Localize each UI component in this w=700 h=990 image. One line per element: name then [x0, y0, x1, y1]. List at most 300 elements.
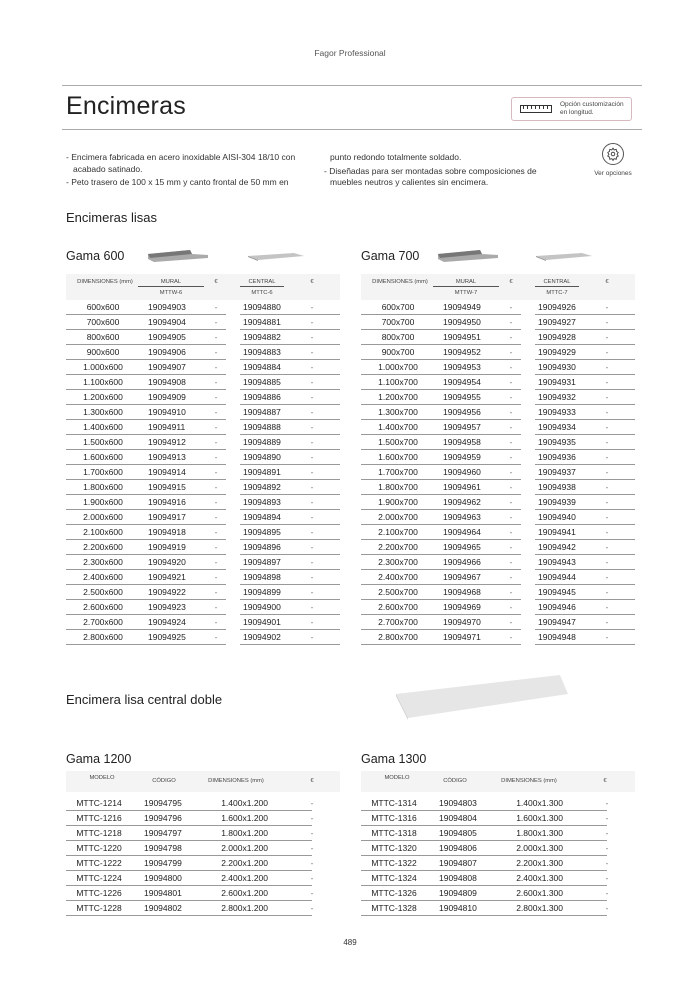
- table-row: [66, 360, 340, 375]
- section-title-lisas: Encimeras lisas: [66, 210, 158, 225]
- table-cell: 1.400x600: [83, 422, 123, 432]
- table-row: [361, 390, 635, 405]
- desc-line: - Diseñadas para ser montadas sobre composiciones de: [324, 165, 537, 176]
- table-cell: 700x700: [381, 317, 415, 327]
- table-row: [361, 420, 635, 435]
- table-cell: 600x600: [86, 302, 120, 312]
- table-cell: -: [509, 602, 513, 612]
- table-row: [66, 330, 340, 345]
- mural-worktop-image: [148, 250, 208, 262]
- table-cell: 1.800x1.300: [516, 828, 563, 838]
- options-label: Ver opciones: [594, 170, 632, 177]
- table-row: [66, 420, 340, 435]
- row-divider: [361, 915, 607, 916]
- table-cell: 19094955: [443, 392, 481, 402]
- table-cell: 19094946: [538, 602, 576, 612]
- table-cell: MTTC-1324: [371, 873, 417, 883]
- table-cell: 19094915: [148, 482, 186, 492]
- table-cell: 1.400x1.200: [221, 798, 268, 808]
- table-row: [361, 375, 635, 390]
- table-row: [361, 570, 635, 585]
- col-dimensions: DIMENSIONES (mm): [208, 778, 264, 784]
- table-cell: -: [310, 858, 314, 868]
- table-cell: -: [214, 602, 218, 612]
- table-cell: 19094885: [243, 377, 281, 387]
- table-cell: 1.900x700: [378, 497, 418, 507]
- table-row: [66, 630, 340, 645]
- divider: [62, 129, 642, 130]
- table-cell: 19094897: [243, 557, 281, 567]
- table-cell: 19094938: [538, 482, 576, 492]
- table-cell: 1.300x700: [378, 407, 418, 417]
- table-cell: MTTC-1318: [371, 828, 417, 838]
- table-cell: 19094898: [243, 572, 281, 582]
- table-cell: 19094883: [243, 347, 281, 357]
- table-cell: -: [605, 437, 609, 447]
- table-cell: MTTC-1326: [371, 888, 417, 898]
- table-cell: 19094930: [538, 362, 576, 372]
- table-cell: 2.200x700: [378, 542, 418, 552]
- table-cell: -: [214, 377, 218, 387]
- table-cell: MTTC-1328: [371, 903, 417, 913]
- table-cell: 2.800x600: [83, 632, 123, 642]
- table-cell: 19094960: [443, 467, 481, 477]
- table-cell: 800x600: [86, 332, 120, 342]
- table-cell: 19094917: [148, 512, 186, 522]
- row-divider: [535, 644, 635, 645]
- table-row: [66, 540, 340, 555]
- table-cell: 19094903: [148, 302, 186, 312]
- table-row: [361, 555, 635, 570]
- table-cell: -: [310, 587, 314, 597]
- table-cell: -: [509, 542, 513, 552]
- table-cell: 1.000x700: [378, 362, 418, 372]
- table-header: [66, 274, 340, 300]
- table-cell: 2.400x1.200: [221, 873, 268, 883]
- table-cell: MTTC-1320: [371, 843, 417, 853]
- table-cell: 2.600x700: [378, 602, 418, 612]
- table-cell: 19094801: [144, 888, 182, 898]
- col-central-model: MTTC-7: [546, 290, 568, 296]
- table-cell: 19094902: [243, 632, 281, 642]
- table-cell: 2.200x1.300: [516, 858, 563, 868]
- table-cell: -: [310, 407, 314, 417]
- table-cell: -: [214, 452, 218, 462]
- table-cell: MTTC-1224: [76, 873, 122, 883]
- table-cell: 19094881: [243, 317, 281, 327]
- table-cell: 1.200x700: [378, 392, 418, 402]
- table-cell: -: [509, 407, 513, 417]
- gama-1200-table: [66, 771, 340, 916]
- table-cell: -: [214, 542, 218, 552]
- table-cell: -: [214, 527, 218, 537]
- table-cell: -: [509, 482, 513, 492]
- table-row: [361, 360, 635, 375]
- table-cell: 19094965: [443, 542, 481, 552]
- table-cell: 19094939: [538, 497, 576, 507]
- table-cell: 19094929: [538, 347, 576, 357]
- table-row: [361, 300, 635, 315]
- table-cell: 19094899: [243, 587, 281, 597]
- options-button[interactable]: [588, 143, 638, 177]
- row-divider: [361, 644, 521, 645]
- table-cell: 19094907: [148, 362, 186, 372]
- table-cell: 2.700x600: [83, 617, 123, 627]
- table-row: [361, 540, 635, 555]
- table-cell: -: [509, 587, 513, 597]
- table-cell: 19094918: [148, 527, 186, 537]
- table-cell: 19094809: [439, 888, 477, 898]
- table-row: [66, 510, 340, 525]
- table-row: [66, 450, 340, 465]
- table-cell: 800x700: [381, 332, 415, 342]
- table-cell: 19094921: [148, 572, 186, 582]
- table-cell: -: [509, 302, 513, 312]
- table-cell: 19094940: [538, 512, 576, 522]
- gear-icon: [602, 143, 624, 165]
- table-row: [66, 375, 340, 390]
- table-cell: -: [509, 452, 513, 462]
- table-cell: -: [214, 392, 218, 402]
- table-cell: 19094949: [443, 302, 481, 312]
- row-divider: [66, 915, 312, 916]
- table-cell: 19094896: [243, 542, 281, 552]
- table-cell: 1.600x600: [83, 452, 123, 462]
- table-row: [66, 525, 340, 540]
- col-price: €: [214, 279, 218, 285]
- table-row: [361, 871, 635, 886]
- table-cell: -: [214, 302, 218, 312]
- table-cell: 19094889: [243, 437, 281, 447]
- table-cell: -: [214, 347, 218, 357]
- table-cell: MTTC-1322: [371, 858, 417, 868]
- table-row: [66, 796, 340, 811]
- col-price: €: [605, 279, 609, 285]
- table-cell: -: [509, 467, 513, 477]
- table-cell: 19094933: [538, 407, 576, 417]
- table-cell: 19094805: [439, 828, 477, 838]
- table-cell: 19094927: [538, 317, 576, 327]
- table-row: [66, 856, 340, 871]
- page-title: Encimeras: [66, 92, 186, 120]
- table-cell: MTTC-1216: [76, 813, 122, 823]
- gama-700-title: Gama 700: [361, 249, 420, 263]
- col-modelo: MODELO: [384, 775, 410, 781]
- table-header: [361, 274, 635, 300]
- table-cell: 19094926: [538, 302, 576, 312]
- table-cell: MTTC-1228: [76, 903, 122, 913]
- table-cell: -: [310, 557, 314, 567]
- desc-line: muebles neutros y calientes sin encimera.: [330, 177, 489, 187]
- table-cell: 1.800x600: [83, 482, 123, 492]
- table-cell: 19094966: [443, 557, 481, 567]
- table-cell: -: [509, 422, 513, 432]
- table-cell: MTTC-1226: [76, 888, 122, 898]
- table-cell: 900x700: [381, 347, 415, 357]
- table-cell: -: [509, 332, 513, 342]
- table-cell: MTTC-1218: [76, 828, 122, 838]
- ruler-icon: [520, 105, 552, 113]
- table-cell: 1.300x600: [83, 407, 123, 417]
- col-price: €: [310, 279, 314, 285]
- table-cell: -: [214, 497, 218, 507]
- table-cell: -: [605, 888, 609, 898]
- table-cell: 2.800x1.300: [516, 903, 563, 913]
- table-cell: -: [605, 813, 609, 823]
- table-cell: -: [605, 527, 609, 537]
- table-cell: 19094962: [443, 497, 481, 507]
- col-codigo: CÓDIGO: [152, 778, 176, 784]
- table-cell: 19094931: [538, 377, 576, 387]
- table-cell: -: [310, 362, 314, 372]
- table-cell: -: [605, 512, 609, 522]
- desc-line: - Peto trasero de 100 x 15 mm y canto frontal de 50 mm en: [66, 177, 289, 187]
- table-row: [66, 345, 340, 360]
- table-cell: -: [605, 632, 609, 642]
- table-header: [66, 771, 340, 792]
- table-cell: 2.000x1.300: [516, 843, 563, 853]
- table-row: [361, 435, 635, 450]
- table-cell: -: [310, 332, 314, 342]
- central-worktop-image: [536, 252, 592, 262]
- table-cell: 19094808: [439, 873, 477, 883]
- table-cell: 1.700x600: [83, 467, 123, 477]
- table-cell: 19094923: [148, 602, 186, 612]
- table-cell: -: [310, 798, 314, 808]
- table-cell: 1.400x1.300: [516, 798, 563, 808]
- table-cell: 19094888: [243, 422, 281, 432]
- table-cell: -: [605, 467, 609, 477]
- table-cell: -: [214, 362, 218, 372]
- double-worktop-image: [396, 672, 568, 724]
- table-row: [66, 495, 340, 510]
- table-cell: 19094954: [443, 377, 481, 387]
- table-cell: -: [214, 572, 218, 582]
- table-row: [66, 585, 340, 600]
- table-cell: 19094806: [439, 843, 477, 853]
- table-cell: -: [605, 903, 609, 913]
- table-cell: 2.400x600: [83, 572, 123, 582]
- gama-600-title: Gama 600: [66, 249, 125, 263]
- table-row: [361, 796, 635, 811]
- table-cell: 19094912: [148, 437, 186, 447]
- table-cell: 2.200x1.200: [221, 858, 268, 868]
- table-row: [361, 585, 635, 600]
- col-mural-model: MTTW-6: [159, 290, 183, 296]
- col-price: €: [603, 778, 607, 784]
- table-cell: -: [310, 347, 314, 357]
- table-cell: 19094890: [243, 452, 281, 462]
- table-cell: 19094937: [538, 467, 576, 477]
- gama-700-table: [361, 274, 635, 645]
- table-row: [361, 826, 635, 841]
- table-row: [66, 555, 340, 570]
- table-cell: 1.600x700: [378, 452, 418, 462]
- table-cell: -: [605, 858, 609, 868]
- table-cell: 19094950: [443, 317, 481, 327]
- table-cell: 19094807: [439, 858, 477, 868]
- table-row: [66, 390, 340, 405]
- table-row: [361, 495, 635, 510]
- divider: [62, 85, 642, 86]
- table-cell: 19094906: [148, 347, 186, 357]
- table-cell: -: [605, 302, 609, 312]
- table-cell: 19094800: [144, 873, 182, 883]
- customization-badge: [511, 97, 632, 121]
- table-cell: -: [509, 632, 513, 642]
- table-row: [361, 315, 635, 330]
- table-cell: -: [310, 873, 314, 883]
- table-cell: 2.500x700: [378, 587, 418, 597]
- col-central: CENTRAL: [240, 279, 284, 287]
- table-cell: 19094900: [243, 602, 281, 612]
- table-cell: -: [605, 497, 609, 507]
- table-cell: -: [605, 392, 609, 402]
- table-cell: -: [310, 377, 314, 387]
- table-cell: 19094942: [538, 542, 576, 552]
- table-cell: 2.600x1.200: [221, 888, 268, 898]
- page-number: 489: [343, 938, 357, 947]
- table-row: [361, 345, 635, 360]
- table-cell: 19094928: [538, 332, 576, 342]
- table-cell: 19094797: [144, 828, 182, 838]
- table-cell: -: [605, 407, 609, 417]
- table-cell: 19094891: [243, 467, 281, 477]
- gama-600-table: [66, 274, 340, 645]
- table-row: [361, 405, 635, 420]
- table-cell: -: [214, 317, 218, 327]
- table-row: [361, 525, 635, 540]
- table-cell: 19094945: [538, 587, 576, 597]
- table-cell: 19094882: [243, 332, 281, 342]
- table-cell: -: [214, 422, 218, 432]
- table-cell: -: [605, 828, 609, 838]
- table-cell: 19094810: [439, 903, 477, 913]
- table-cell: -: [214, 632, 218, 642]
- table-cell: 19094901: [243, 617, 281, 627]
- table-cell: -: [214, 557, 218, 567]
- col-price: €: [509, 279, 513, 285]
- desc-line: acabado satinado.: [73, 163, 143, 174]
- table-cell: 19094803: [439, 798, 477, 808]
- table-cell: 19094941: [538, 527, 576, 537]
- table-row: [361, 901, 635, 916]
- col-central: CENTRAL: [535, 279, 579, 287]
- table-row: [66, 615, 340, 630]
- table-row: [66, 435, 340, 450]
- gama-1300-table: [361, 771, 635, 916]
- col-dimensions: DIMENSIONES (mm): [501, 778, 557, 784]
- table-cell: 2.300x700: [378, 557, 418, 567]
- table-cell: -: [605, 843, 609, 853]
- table-cell: -: [214, 407, 218, 417]
- table-row: [66, 826, 340, 841]
- table-header: [361, 771, 635, 792]
- table-cell: 19094944: [538, 572, 576, 582]
- table-row: [361, 886, 635, 901]
- table-cell: 19094958: [443, 437, 481, 447]
- row-divider: [240, 644, 340, 645]
- table-cell: 19094887: [243, 407, 281, 417]
- table-cell: 19094956: [443, 407, 481, 417]
- table-cell: 1.000x600: [83, 362, 123, 372]
- table-cell: -: [310, 527, 314, 537]
- table-cell: -: [310, 317, 314, 327]
- table-cell: -: [310, 903, 314, 913]
- table-row: [66, 811, 340, 826]
- table-cell: -: [605, 572, 609, 582]
- gama-1200-title: Gama 1200: [66, 752, 132, 766]
- table-cell: -: [509, 512, 513, 522]
- table-cell: -: [605, 873, 609, 883]
- table-cell: 2.800x700: [378, 632, 418, 642]
- section-title-doble: Encimera lisa central doble: [66, 692, 223, 707]
- table-cell: 19094943: [538, 557, 576, 567]
- table-cell: 2.800x1.200: [221, 903, 268, 913]
- table-cell: MTTC-1314: [371, 798, 417, 808]
- table-cell: 1.800x1.200: [221, 828, 268, 838]
- table-row: [361, 465, 635, 480]
- table-cell: -: [310, 572, 314, 582]
- table-cell: -: [310, 813, 314, 823]
- table-cell: -: [310, 392, 314, 402]
- table-cell: -: [310, 888, 314, 898]
- table-cell: 19094932: [538, 392, 576, 402]
- table-row: [361, 330, 635, 345]
- table-cell: -: [214, 467, 218, 477]
- col-mural: MURAL: [433, 279, 499, 287]
- table-cell: -: [605, 422, 609, 432]
- table-cell: 19094968: [443, 587, 481, 597]
- table-cell: 1.800x700: [378, 482, 418, 492]
- table-cell: 19094904: [148, 317, 186, 327]
- table-cell: 19094799: [144, 858, 182, 868]
- table-cell: 700x600: [86, 317, 120, 327]
- table-cell: 19094795: [144, 798, 182, 808]
- table-row: [66, 886, 340, 901]
- central-worktop-image: [248, 252, 304, 262]
- table-cell: -: [214, 587, 218, 597]
- table-cell: 19094880: [243, 302, 281, 312]
- table-row: [66, 465, 340, 480]
- table-cell: MTTC-1220: [76, 843, 122, 853]
- table-cell: -: [605, 482, 609, 492]
- table-cell: 19094920: [148, 557, 186, 567]
- table-cell: 19094957: [443, 422, 481, 432]
- table-cell: -: [310, 497, 314, 507]
- table-cell: -: [605, 587, 609, 597]
- table-cell: -: [605, 377, 609, 387]
- table-cell: 19094804: [439, 813, 477, 823]
- table-cell: -: [310, 632, 314, 642]
- table-cell: 19094908: [148, 377, 186, 387]
- table-row: [361, 510, 635, 525]
- table-row: [361, 841, 635, 856]
- table-cell: 2.000x700: [378, 512, 418, 522]
- table-row: [361, 615, 635, 630]
- table-cell: -: [605, 542, 609, 552]
- table-cell: -: [509, 347, 513, 357]
- table-cell: 19094919: [148, 542, 186, 552]
- col-codigo: CÓDIGO: [443, 778, 467, 784]
- table-row: [66, 570, 340, 585]
- table-cell: 1.600x1.200: [221, 813, 268, 823]
- table-cell: 19094914: [148, 467, 186, 477]
- table-cell: 19094893: [243, 497, 281, 507]
- row-divider: [66, 644, 226, 645]
- table-cell: -: [509, 392, 513, 402]
- table-row: [66, 300, 340, 315]
